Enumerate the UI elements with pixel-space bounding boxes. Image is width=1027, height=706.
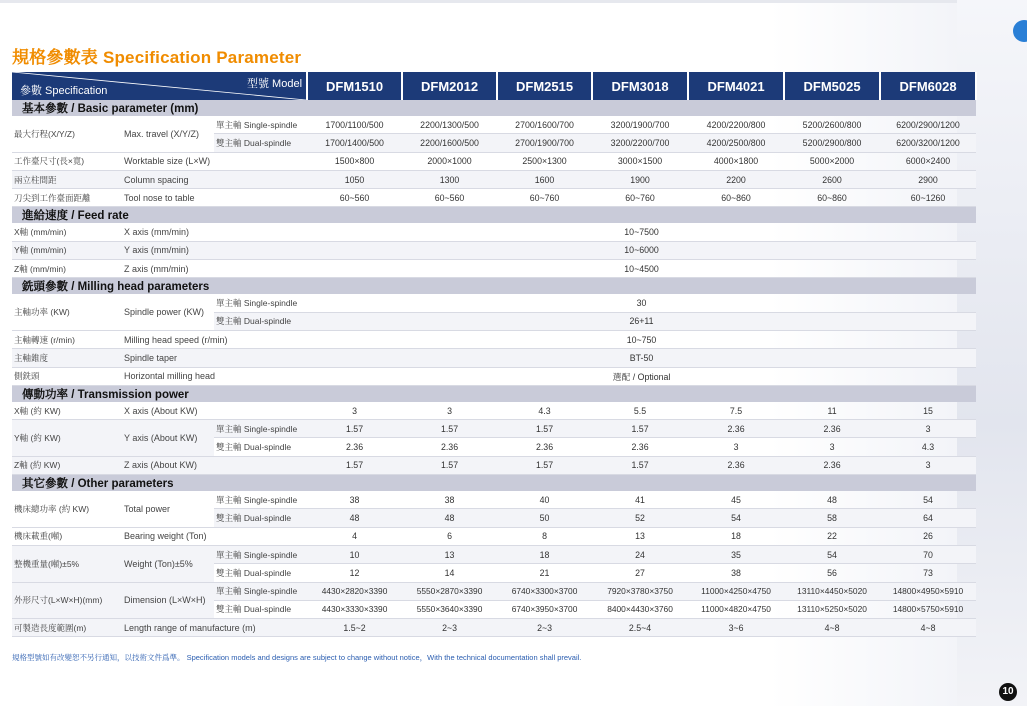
table-row	[12, 527, 976, 545]
table-row	[12, 241, 976, 259]
table-cell: 21	[497, 564, 592, 582]
table-cell: 13110×4450×5020	[784, 582, 880, 600]
table-cell: 2.36	[784, 456, 880, 474]
row-label-zh: Z軸 (約 KW)	[12, 456, 122, 474]
table-cell: 60~860	[784, 189, 880, 207]
table-cell: 4.3	[880, 438, 976, 456]
table-cell: 70	[880, 545, 976, 563]
table-cell: 2.36	[497, 438, 592, 456]
row-label-zh: 整機重量(噸)±5%	[12, 545, 122, 582]
table-row	[12, 294, 976, 312]
table-cell: 1700/1400/500	[307, 134, 402, 152]
table-header-row	[12, 72, 976, 100]
table-cell: 3200/2200/700	[592, 134, 688, 152]
table-cell: 4430×3330×3390	[307, 600, 402, 618]
row-label-zh: 主軸錐度	[12, 349, 122, 367]
table-cell: 2000×1000	[402, 152, 497, 170]
dual-spindle-label: 雙主軸 Dual-spindle	[214, 312, 307, 330]
row-label-en: Spindle power (KW)	[122, 294, 214, 330]
table-cell: 60~560	[307, 189, 402, 207]
table-cell: 6200/3200/1200	[880, 134, 976, 152]
row-label-zh: 兩立柱間距	[12, 170, 122, 188]
section-other	[12, 475, 976, 492]
row-label-zh: 刀尖到工作臺面距離	[12, 189, 122, 207]
single-spindle-label: 單主軸 Single-spindle	[214, 545, 307, 563]
table-cell: 1.57	[497, 456, 592, 474]
table-cell: 5200/2900/800	[784, 134, 880, 152]
table-cell: 1.57	[592, 456, 688, 474]
model-header: DFM3018	[592, 72, 688, 100]
table-cell: 60~1260	[880, 189, 976, 207]
table-cell: 11	[784, 402, 880, 420]
model-header: DFM5025	[784, 72, 880, 100]
table-cell: 6000×2400	[880, 152, 976, 170]
table-cell: 5200/2600/800	[784, 116, 880, 134]
table-cell: 60~760	[497, 189, 592, 207]
dual-spindle-label: 雙主軸 Dual-spindle	[214, 564, 307, 582]
row-label-en: Column spacing	[122, 170, 307, 188]
table-cell: 1700/1100/500	[307, 116, 402, 134]
row-label-zh: Z軸 (mm/min)	[12, 260, 122, 278]
dual-spindle-label: 雙主軸 Dual-spindle	[214, 438, 307, 456]
table-cell: 27	[592, 564, 688, 582]
table-cell: 5550×2870×3390	[402, 582, 497, 600]
table-cell: 60~860	[688, 189, 784, 207]
row-label-zh: 側銑頭	[12, 367, 122, 385]
row-label-en: Z axis (mm/min)	[122, 260, 307, 278]
table-cell: 64	[880, 509, 976, 527]
section-heading: 傳動功率 / Transmission power	[12, 385, 976, 402]
table-row	[12, 456, 976, 474]
table-cell: 4.3	[497, 402, 592, 420]
row-label-en: Z axis (About KW)	[122, 456, 307, 474]
table-cell: 2.36	[784, 420, 880, 438]
table-cell: 4430×2820×3390	[307, 582, 402, 600]
table-cell: 5000×2000	[784, 152, 880, 170]
single-spindle-label: 單主軸 Single-spindle	[214, 582, 307, 600]
table-cell: 6740×3300×3700	[497, 582, 592, 600]
table-cell: 1.5~2	[307, 619, 402, 637]
table-cell: 38	[402, 491, 497, 509]
row-label-en: Max. travel (X/Y/Z)	[122, 116, 214, 152]
table-cell: 10	[307, 545, 402, 563]
table-cell: BT-50	[307, 349, 976, 367]
table-cell: 13	[402, 545, 497, 563]
row-label-zh: Y軸 (mm/min)	[12, 241, 122, 259]
table-cell: 2700/1900/700	[497, 134, 592, 152]
row-label-en: Y axis (About KW)	[122, 420, 214, 457]
table-cell: 2200/1600/500	[402, 134, 497, 152]
table-cell: 2~3	[402, 619, 497, 637]
row-label-en: Total power	[122, 491, 214, 527]
table-row	[12, 189, 976, 207]
title-en: Specification Parameter	[102, 48, 302, 67]
table-cell: 2.36	[592, 438, 688, 456]
row-label-en: Length range of manufacture (m)	[122, 619, 307, 637]
table-cell: 6	[402, 527, 497, 545]
row-label-zh: 最大行程(X/Y/Z)	[12, 116, 122, 152]
header-corner-cell	[12, 72, 307, 100]
table-cell: 48	[784, 491, 880, 509]
table-cell: 14800×5750×5910	[880, 600, 976, 618]
table-cell: 6200/2900/1200	[880, 116, 976, 134]
table-cell: 35	[688, 545, 784, 563]
table-cell: 2.36	[307, 438, 402, 456]
row-label-en: X axis (mm/min)	[122, 223, 307, 241]
table-cell: 13110×5250×5020	[784, 600, 880, 618]
table-cell: 1.57	[497, 420, 592, 438]
table-cell: 選配 / Optional	[307, 367, 976, 385]
table-cell: 8	[497, 527, 592, 545]
table-cell: 48	[402, 509, 497, 527]
table-cell: 10~4500	[307, 260, 976, 278]
table-row	[12, 491, 976, 509]
table-cell: 3	[784, 438, 880, 456]
table-row	[12, 170, 976, 188]
row-label-zh: X軸 (約 KW)	[12, 402, 122, 420]
table-cell: 2.36	[688, 420, 784, 438]
dual-spindle-label: 雙主軸 Dual-spindle	[214, 600, 307, 618]
table-cell: 1.57	[402, 420, 497, 438]
table-cell: 14	[402, 564, 497, 582]
table-cell: 60~760	[592, 189, 688, 207]
table-row	[12, 349, 976, 367]
section-heading: 進給速度 / Feed rate	[12, 207, 976, 224]
table-cell: 5.5	[592, 402, 688, 420]
table-cell: 2.36	[402, 438, 497, 456]
table-cell: 2600	[784, 170, 880, 188]
model-header: DFM6028	[880, 72, 976, 100]
table-cell: 73	[880, 564, 976, 582]
section-heading: 基本參數 / Basic parameter (mm)	[12, 100, 976, 116]
model-header: DFM2515	[497, 72, 592, 100]
table-cell: 2700/1600/700	[497, 116, 592, 134]
table-cell: 2~3	[497, 619, 592, 637]
table-cell: 4200/2500/800	[688, 134, 784, 152]
table-cell: 40	[497, 491, 592, 509]
table-cell: 2200/1300/500	[402, 116, 497, 134]
table-cell: 3	[880, 420, 976, 438]
section-heading: 其它參數 / Other parameters	[12, 475, 976, 492]
row-label-zh: 機床載重(噸)	[12, 527, 122, 545]
table-cell: 30	[307, 294, 976, 312]
table-cell: 3	[688, 438, 784, 456]
table-cell: 54	[688, 509, 784, 527]
table-cell: 11000×4820×4750	[688, 600, 784, 618]
table-cell: 4	[307, 527, 402, 545]
table-cell: 18	[688, 527, 784, 545]
table-cell: 56	[784, 564, 880, 582]
table-row	[12, 116, 976, 134]
table-cell: 14800×4950×5910	[880, 582, 976, 600]
table-row	[12, 619, 976, 637]
row-label-zh: X軸 (mm/min)	[12, 223, 122, 241]
page-number-badge: 10	[999, 683, 1017, 701]
table-cell: 5550×3640×3390	[402, 600, 497, 618]
table-cell: 1.57	[307, 420, 402, 438]
page-title	[12, 43, 301, 68]
table-cell: 54	[880, 491, 976, 509]
row-label-en: Worktable size (L×W)	[122, 152, 307, 170]
table-cell: 50	[497, 509, 592, 527]
single-spindle-label: 單主軸 Single-spindle	[214, 420, 307, 438]
table-cell: 3	[307, 402, 402, 420]
footnote: 規格型號如有改變恕不另行通知，以技術文件爲準。 Specification models and designs are subject to change without notice，With the technical documentation shall prevail.	[12, 653, 582, 662]
table-cell: 13	[592, 527, 688, 545]
section-heading: 銑頭參數 / Milling head parameters	[12, 278, 976, 295]
table-row	[12, 367, 976, 385]
table-cell: 10~750	[307, 330, 976, 348]
section-feed	[12, 207, 976, 224]
table-row	[12, 582, 976, 600]
table-cell: 26+11	[307, 312, 976, 330]
table-row	[12, 545, 976, 563]
row-label-zh: 機床總功率 (約 KW)	[12, 491, 122, 527]
table-cell: 15	[880, 402, 976, 420]
table-cell: 41	[592, 491, 688, 509]
table-row	[12, 152, 976, 170]
title-zh: 規格參數表	[12, 48, 98, 68]
table-cell: 38	[688, 564, 784, 582]
table-cell: 24	[592, 545, 688, 563]
table-cell: 4~8	[784, 619, 880, 637]
row-label-zh: 工作臺尺寸(長×寬)	[12, 152, 122, 170]
row-label-en: Horizontal milling head	[122, 367, 307, 385]
row-label-en: Weight (Ton)±5%	[122, 545, 214, 582]
table-cell: 1300	[402, 170, 497, 188]
model-header: DFM1510	[307, 72, 402, 100]
table-cell: 11000×4250×4750	[688, 582, 784, 600]
table-cell: 18	[497, 545, 592, 563]
table-cell: 1600	[497, 170, 592, 188]
top-divider	[0, 0, 1027, 3]
table-row	[12, 260, 976, 278]
table-cell: 2.5~4	[592, 619, 688, 637]
table-row	[12, 420, 976, 438]
table-cell: 2900	[880, 170, 976, 188]
table-cell: 4~8	[880, 619, 976, 637]
table-cell: 4200/2200/800	[688, 116, 784, 134]
table-cell: 1050	[307, 170, 402, 188]
table-cell: 1900	[592, 170, 688, 188]
table-cell: 3~6	[688, 619, 784, 637]
table-cell: 10~7500	[307, 223, 976, 241]
row-label-zh: 可製造長度範圍(m)	[12, 619, 122, 637]
section-basic	[12, 100, 976, 116]
row-label-en: Milling head speed (r/min)	[122, 330, 307, 348]
table-cell: 26	[880, 527, 976, 545]
table-cell: 1.57	[592, 420, 688, 438]
header-model-label: 型號 Model	[247, 78, 303, 90]
single-spindle-label: 單主軸 Single-spindle	[214, 116, 307, 134]
table-cell: 2500×1300	[497, 152, 592, 170]
table-cell: 12	[307, 564, 402, 582]
row-label-zh: 外形尺寸(L×W×H)(mm)	[12, 582, 122, 619]
row-label-en: Bearing weight (Ton)	[122, 527, 307, 545]
table-row	[12, 330, 976, 348]
table-cell: 48	[307, 509, 402, 527]
single-spindle-label: 單主軸 Single-spindle	[214, 294, 307, 312]
row-label-zh: 主軸轉速 (r/min)	[12, 330, 122, 348]
table-cell: 1.57	[402, 456, 497, 474]
table-cell: 10~6000	[307, 241, 976, 259]
table-cell: 1.57	[307, 456, 402, 474]
table-cell: 3	[880, 456, 976, 474]
table-cell: 22	[784, 527, 880, 545]
spec-table	[12, 72, 977, 637]
dual-spindle-label: 雙主軸 Dual-spindle	[214, 134, 307, 152]
row-label-en: X axis (About KW)	[122, 402, 307, 420]
row-label-en: Dimension (L×W×H)	[122, 582, 214, 619]
dual-spindle-label: 雙主軸 Dual-spindle	[214, 509, 307, 527]
table-cell: 3200/1900/700	[592, 116, 688, 134]
table-cell: 1500×800	[307, 152, 402, 170]
table-cell: 52	[592, 509, 688, 527]
table-cell: 3	[402, 402, 497, 420]
section-transmission	[12, 385, 976, 402]
table-cell: 4000×1800	[688, 152, 784, 170]
row-label-en: Tool nose to table	[122, 189, 307, 207]
model-header: DFM4021	[688, 72, 784, 100]
table-row	[12, 402, 976, 420]
table-cell: 3000×1500	[592, 152, 688, 170]
table-cell: 2.36	[688, 456, 784, 474]
table-cell: 38	[307, 491, 402, 509]
model-header: DFM2012	[402, 72, 497, 100]
section-milling	[12, 278, 976, 295]
header-spec-label: 參數 Specification	[20, 85, 108, 97]
row-label-zh: 主軸功率 (KW)	[12, 294, 122, 330]
table-cell: 2200	[688, 170, 784, 188]
table-cell: 58	[784, 509, 880, 527]
row-label-en: Spindle taper	[122, 349, 307, 367]
table-row	[12, 223, 976, 241]
row-label-en: Y axis (mm/min)	[122, 241, 307, 259]
single-spindle-label: 單主軸 Single-spindle	[214, 491, 307, 509]
table-cell: 8400×4430×3760	[592, 600, 688, 618]
table-cell: 60~560	[402, 189, 497, 207]
table-cell: 6740×3950×3700	[497, 600, 592, 618]
table-cell: 45	[688, 491, 784, 509]
table-cell: 7920×3780×3750	[592, 582, 688, 600]
table-cell: 7.5	[688, 402, 784, 420]
table-cell: 54	[784, 545, 880, 563]
row-label-zh: Y軸 (約 KW)	[12, 420, 122, 457]
